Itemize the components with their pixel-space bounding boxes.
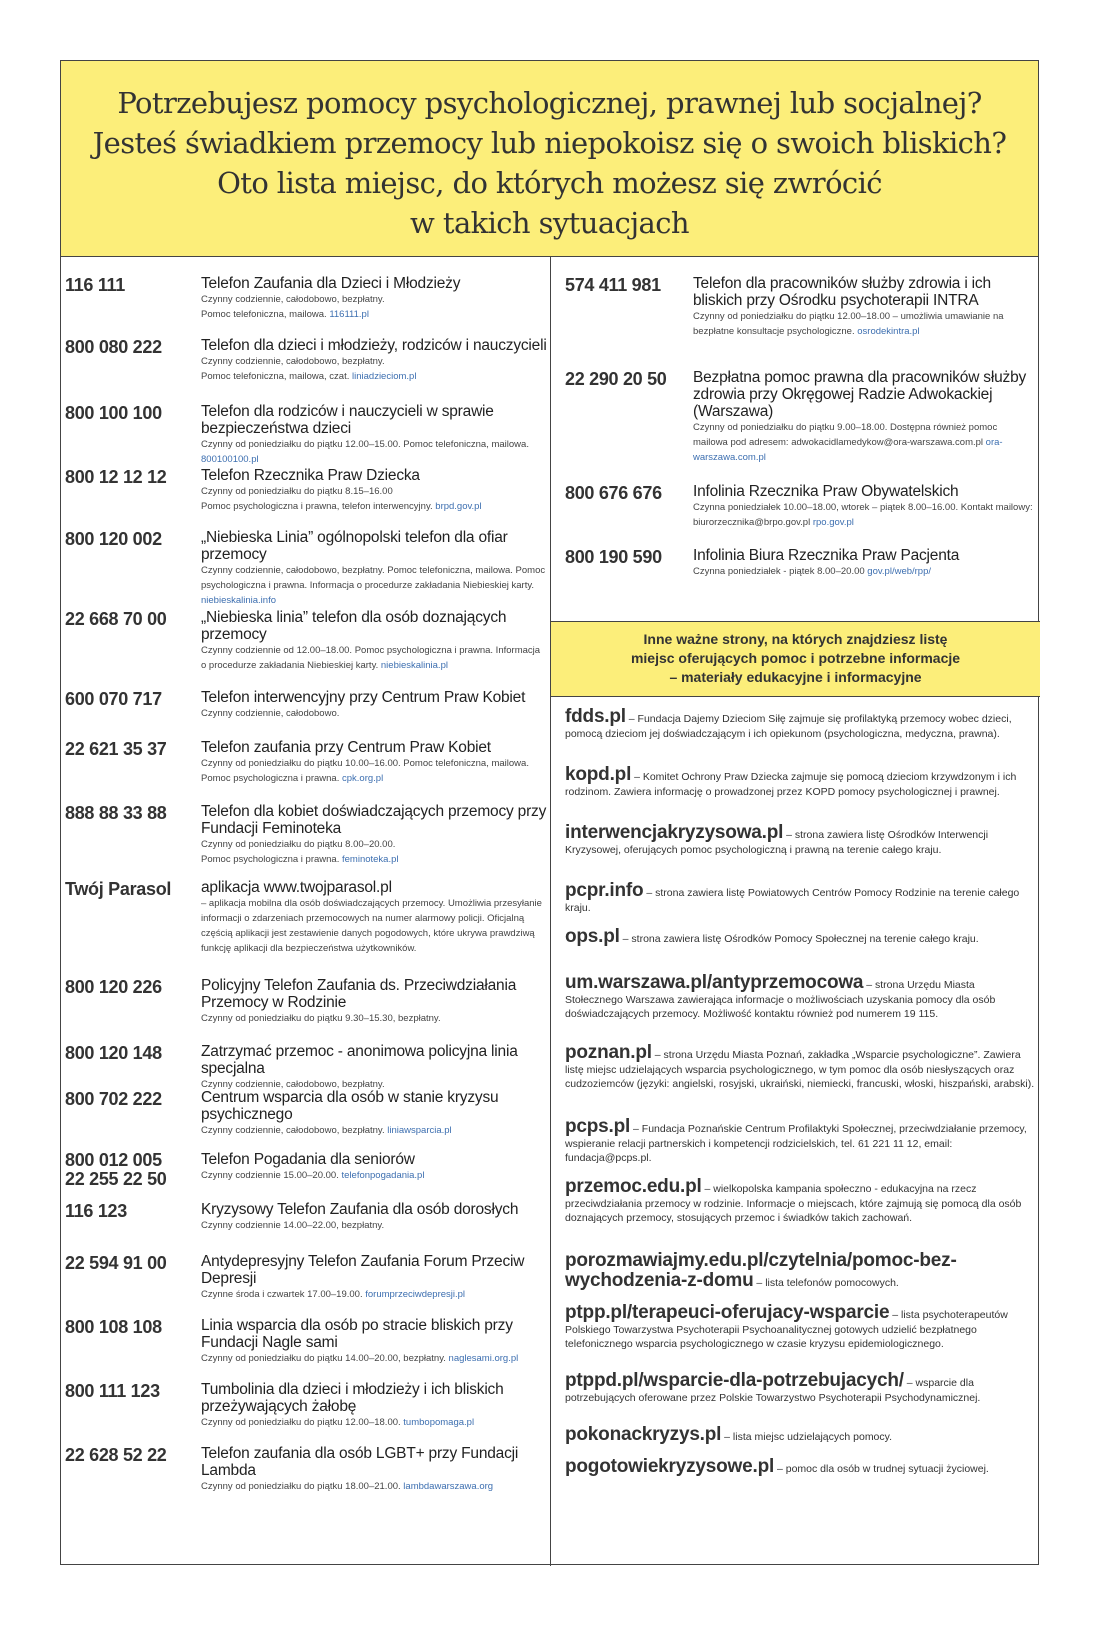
phone-number: 116 123 (65, 1201, 127, 1221)
phone-number: 800 080 222 (65, 337, 162, 357)
entry-details: Czynny od poniedziałku do piątku 8.15–16.00 (201, 486, 393, 497)
website-name[interactable]: przemoc.edu.pl (565, 1176, 702, 1197)
entry-link[interactable]: lambdawarszawa.org (403, 1481, 494, 1492)
entry-details: Czynny od poniedziałku do piątku 18.00–21.00. (201, 1481, 401, 1492)
right-column (551, 257, 1040, 1566)
website-entry (565, 1177, 1035, 1225)
website-entry (565, 1425, 1035, 1445)
header-banner (61, 61, 1038, 257)
entry-details: Czynny od poniedziałku do piątku 12.00–18.00 – umożliwia umawianie na bezpłatne konsultacje psychologiczne. (693, 311, 1004, 337)
entry-details: Czynny codziennie, całodobowo, bezpłatny. (201, 294, 385, 305)
entry-title: Bezpłatna pomoc prawna dla pracowników służby zdrowia przy Okręgowej Radzie Adwokackiej (Warszawa) (693, 369, 1027, 420)
left-column (61, 257, 551, 1566)
hotline-entry (65, 1201, 547, 1233)
hotline-entry (65, 1089, 547, 1138)
entry-details: Czynny codziennie 14.00–22.00, bezpłatny. (201, 1220, 385, 1231)
phone-number: 800 676 676 (565, 483, 662, 503)
entry-title: Telefon dla rodziców i nauczycieli w sprawie bezpieczeństwa dzieci (201, 403, 494, 437)
entry-link[interactable]: tumbopomaga.pl (403, 1417, 475, 1428)
hotline-entry (65, 403, 547, 467)
website-name[interactable]: interwencjakryzysowa.pl (565, 822, 784, 843)
website-description: – Fundacja Dajemy Dzieciom Siłę zajmuje się profilaktyką przemocy wobec dzieci, pomocą dzieciom jej doświadczającym i ich opiekunom (psychologiczna, medyczna, prawna). (565, 713, 1012, 740)
entry-details: Czynny codziennie, całodobowo, bezpłatny. (201, 1125, 385, 1136)
entry-details: Czynny od poniedziałku do piątku 9.00–18.00. Dostępna również pomoc mailowa pod adresem: adwokacidlamedykow@ora-warszawa.com.pl (693, 422, 998, 448)
entry-title: Centrum wsparcia dla osób w stanie kryzysu psychicznego (201, 1089, 499, 1123)
website-description: – wsparcie dla potrzebujących oferowane przez Polskie Towarzystwo Psychoterapii Psychodynamicznej. (565, 1377, 981, 1404)
entry-link[interactable]: liniawsparcia.pl (387, 1125, 452, 1136)
phone-number: 800 190 590 (565, 547, 662, 567)
entry-title: Telefon dla dzieci i młodzieży, rodziców i nauczycieli (201, 337, 547, 354)
entry-details: Czynny od poniedziałku do piątku 12.00–15.00. Pomoc telefoniczna, mailowa. (201, 439, 529, 450)
website-entry (565, 927, 1035, 947)
entry-title: Kryzysowy Telefon Zaufania dla osób dorosłych (201, 1201, 519, 1218)
hotline-entry (65, 1043, 547, 1092)
hotline-entry (65, 1381, 547, 1430)
entry-details: Czynny codziennie, całodobowo, bezpłatny. (201, 356, 385, 367)
website-name[interactable]: kopd.pl (565, 764, 632, 785)
entry-details: Czynny od poniedziałku do piątku 8.00–20.00. (201, 839, 396, 850)
page-frame (60, 60, 1039, 1565)
website-entry (565, 1303, 1035, 1351)
entry-title: „Niebieska Linia” ogólnopolski telefon dla ofiar przemocy (201, 529, 508, 563)
phone-number: 22 621 35 37 (65, 739, 167, 759)
phone-number: 22 668 70 00 (65, 609, 167, 629)
phone-number: 116 111 (65, 275, 125, 295)
hotline-entry (65, 977, 547, 1026)
website-entry (565, 1371, 1035, 1405)
website-description: – strona Urzędu Miasta Stołecznego Warszawa zawierająca informacje o możliwościach uzyskania pomocy dla osób doświadczających przemocy. Możliwość kontaktu również pod numerem 19 115. (565, 979, 996, 1020)
website-name[interactable]: ops.pl (565, 926, 620, 947)
hotline-entry (565, 369, 1033, 465)
entry-details: Czynny codziennie, całodobowo, bezpłatny. (201, 1079, 385, 1090)
website-description: – strona Urzędu Miasta Poznań, zakładka „Wsparcie psychologiczne”. Zawiera listę miejsc udzielających wsparcia psychologicznego, w tym pomoc dla osób niesłyszących oraz cudzoziemców (języki: angielski, rosyjski, ukraiński, niemiecki, francuski, włoski, hiszpański, arabski). (565, 1049, 1035, 1090)
hotline-entry (65, 1445, 547, 1494)
entry-details: Czynny od poniedziałku do piątku 9.30–15.30, bezpłatny. (201, 1013, 441, 1024)
website-description: – pomoc dla osób w trudnej sytuacji życiowej. (774, 1463, 989, 1475)
website-name[interactable]: poznan.pl (565, 1042, 652, 1063)
hotline-entry (65, 529, 547, 608)
website-name[interactable]: um.warszawa.pl/antyprzemocowa (565, 972, 864, 993)
entry-details: Czynna poniedziałek - piątek 8.00–20.00 (693, 566, 865, 577)
hotline-entry (565, 275, 1033, 339)
phone-number: 800 012 005 (65, 1150, 162, 1170)
entry-link[interactable]: osrodekintra.pl (857, 326, 920, 337)
entry-title: Zatrzymać przemoc - anonimowa policyjna linia specjalna (201, 1043, 518, 1077)
website-entry (565, 707, 1035, 741)
header-line-2: Jesteś świadkiem przemocy lub niepokoisz się o swoich bliskich? (92, 126, 1007, 160)
website-entry (565, 881, 1035, 915)
entry-details: Czynna poniedziałek 10.00–18.00, wtorek – piątek 8.00–16.00. Kontakt mailowy: biurorzecznika@brpo.gov.pl (693, 502, 1033, 528)
entry-link[interactable]: feminoteka.pl (342, 854, 399, 865)
phone-number-2: 22 255 22 50 (65, 1169, 167, 1189)
entry-title: Telefon Pogadania dla seniorów (201, 1151, 415, 1168)
phone-number: 888 88 33 88 (65, 803, 167, 823)
website-entry (565, 1457, 1035, 1477)
website-entry (565, 1043, 1035, 1091)
hotline-entry (65, 689, 547, 721)
website-description: – strona zawiera listę Ośrodków Interwencji Kryzysowej, oferujących pomoc psychologiczną i prawną na terenie całego kraju. (565, 829, 989, 856)
entry-title: Tumbolinia dla dzieci i młodzieży i ich bliskich przeżywających żałobę (201, 1381, 504, 1415)
entry-link[interactable]: telefonpogadania.pl (341, 1170, 425, 1181)
website-name[interactable]: fdds.pl (565, 706, 626, 727)
entry-link[interactable]: niebieskalinia.info (201, 595, 276, 606)
hotline-entry (65, 1150, 547, 1189)
website-description: – lista psychoterapeutów Polskiego Towarzystwa Psychoterapii Psychoanalitycznej gotowych udzielić bezpłatnego telefonicznego wsparcia psychologicznego w czasie kryzysu epidemiologicznego. (565, 1309, 1008, 1350)
phone-number: 800 100 100 (65, 403, 162, 423)
hotline-entry (65, 337, 547, 384)
phone-number: 800 120 148 (65, 1043, 162, 1063)
hotline-entry (65, 1253, 547, 1302)
entry-link[interactable]: ora-warszawa.com.pl (693, 437, 1003, 463)
website-name[interactable]: pcps.pl (565, 1116, 631, 1137)
hotline-entry (65, 275, 547, 322)
phone-number: 22 628 52 22 (65, 1445, 167, 1465)
entry-details: Czynny codziennie, całodobowo. (201, 708, 340, 719)
entry-title: „Niebieska linia” telefon dla osób doznających przemocy (201, 609, 507, 643)
entry-link[interactable]: niebieskalinia.pl (380, 660, 448, 671)
callout-line-2: miejsc oferujących pomoc i potrzebne informacje (630, 650, 961, 666)
hotline-entry (65, 467, 547, 514)
entry-details: Czynny codziennie, całodobowo, bezpłatny. Pomoc telefoniczna, mailowa. Pomoc psychologiczna i prawna. Informacja o procedurze zakładania Niebieskiej karty. (201, 565, 546, 591)
website-entry (565, 765, 1035, 799)
header-line-1: Potrzebujesz pomocy psychologicznej, prawnej lub socjalnej? (117, 86, 982, 120)
phone-number: 800 120 226 (65, 977, 162, 997)
phone-number: 800 111 123 (65, 1381, 160, 1401)
website-name[interactable]: pokonackryzys.pl (565, 1424, 722, 1445)
entry-title: Telefon zaufania przy Centrum Praw Kobiet (201, 739, 491, 756)
hotline-entry (565, 483, 1033, 530)
entry-link[interactable]: liniadzieciom.pl (352, 371, 417, 382)
entry-link[interactable]: cpk.org.pl (342, 773, 384, 784)
phone-number: 800 120 002 (65, 529, 162, 549)
website-entry (565, 1251, 1035, 1291)
website-entry (565, 1117, 1035, 1165)
entry-title: Telefon Zaufania dla Dzieci i Młodzieży (201, 275, 461, 292)
website-entry (565, 973, 1035, 1021)
entry-link[interactable]: forumprzeciwdepresji.pl (365, 1289, 466, 1300)
entry-title: Antydepresyjny Telefon Zaufania Forum Przeciw Depresji (201, 1253, 525, 1287)
phone-number: 600 070 717 (65, 689, 162, 709)
callout-line-1: Inne ważne strony, na których znajdziesz listę (643, 631, 948, 647)
entry-details: Czynny od poniedziałku do piątku 14.00–20.00, bezpłatny. (201, 1353, 446, 1364)
entry-details: Czynny od poniedziałku do piątku 12.00–18.00. (201, 1417, 401, 1428)
entry-title: Infolinia Biura Rzecznika Praw Pacjenta (693, 547, 960, 564)
entry-details: Czynne środa i czwartek 17.00–19.00. (201, 1289, 363, 1300)
hotline-entry (65, 609, 547, 673)
entry-details-2: Pomoc psychologiczna i prawna. (201, 854, 340, 865)
callout-line-3: – materiały edukacyjne i informacyjne (669, 669, 922, 685)
website-name[interactable]: pogotowiekryzysowe.pl (565, 1456, 775, 1477)
website-name[interactable]: porozmawiajmy.edu.pl/czytelnia/pomoc-bez-wychodzenia-z-domu (565, 1250, 957, 1291)
entry-title: Infolinia Rzecznika Praw Obywatelskich (693, 483, 959, 500)
entry-link[interactable]: brpd.gov.pl (435, 501, 482, 512)
header-line-3: Oto lista miejsc, do których możesz się zwrócić (217, 166, 882, 200)
entry-title: Telefon interwencyjny przy Centrum Praw Kobiet (201, 689, 526, 706)
hotline-entry (65, 803, 547, 867)
entry-details-2: Pomoc telefoniczna, mailowa. (201, 309, 327, 320)
info-callout (551, 621, 1040, 697)
entry-details: – aplikacja mobilna dla osób doświadczających przemocy. Umożliwia przesyłanie informacji o zdarzeniach przemocowych na numer alarmowy policji. Oficjalną częścią aplikacji jest zestawienie danych pogodowych, które ukrywa prawdziwą funkcję aplikacji dla bezpieczeństwa użytkowników. (201, 898, 542, 954)
entry-details: Czynny codziennie 15.00–20.00. (201, 1170, 339, 1181)
entry-details: Czynny od poniedziałku do piątku 10.00–16.00. Pomoc telefoniczna, mailowa. Pomoc psychologiczna i prawna. (201, 758, 529, 784)
website-description: – lista miejsc udzielających pomocy. (721, 1431, 893, 1443)
entry-link[interactable]: gov.pl/web/rpp/ (867, 566, 932, 577)
website-description: – lista telefonów pomocowych. (753, 1277, 899, 1289)
website-entry (565, 823, 1035, 857)
entry-title: Telefon dla pracowników służby zdrowia i ich bliskich przy Ośrodku psychoterapii INTRA (693, 275, 991, 309)
entry-title: aplikacja www.twojparasol.pl (201, 879, 392, 896)
app-name: Twój Parasol (65, 879, 172, 899)
phone-number: 22 290 20 50 (565, 369, 667, 389)
entry-title: Telefon dla kobiet doświadczających przemocy przy Fundacji Feminoteka (201, 803, 547, 837)
entry-details-2: Pomoc telefoniczna, mailowa, czat. (201, 371, 350, 382)
phone-number: 800 702 222 (65, 1089, 162, 1109)
entry-title: Telefon zaufania dla osób LGBT+ przy Fundacji Lambda (201, 1445, 519, 1479)
hotline-entry (65, 1317, 547, 1366)
entry-title: Policyjny Telefon Zaufania ds. Przeciwdziałania Przemocy w Rodzinie (201, 977, 517, 1011)
entry-link[interactable]: 800100100.pl (201, 454, 259, 465)
entry-link[interactable]: 116111.pl (329, 309, 369, 320)
website-description: – Fundacja Poznańskie Centrum Profilaktyki Społecznej, przeciwdziałanie przemocy, wspieranie relacji partnerskich i kompetencji rodzicielskich, tel. 61 221 11 12, email: fundacja@pcps.pl. (565, 1123, 1027, 1164)
website-name[interactable]: pcpr.info (565, 880, 644, 901)
header-line-4: w takich sytuacjach (410, 206, 689, 240)
entry-title: Telefon Rzecznika Praw Dziecka (201, 467, 420, 484)
website-description: – Komitet Ochrony Praw Dziecka zajmuje się pomocą dzieciom krzywdzonym i ich rodzinom. Zawiera informację o prowadzonej przez KOPD pomocy psychologicznej i prawnej. (565, 771, 1017, 798)
phone-number: 800 12 12 12 (65, 467, 167, 487)
entry-title: Linia wsparcia dla osób po stracie bliskich przy Fundacji Nagle sami (201, 1317, 513, 1351)
hotline-entry (65, 739, 547, 786)
website-name[interactable]: ptppd.pl/wsparcie-dla-potrzebujacych/ (565, 1370, 904, 1391)
hotline-entry (65, 879, 547, 956)
entry-details: Czynny codziennie od 12.00–18.00. Pomoc psychologiczna i prawna. Informacja o procedurze zakładania Niebieskiej karty. (201, 645, 541, 671)
phone-number: 800 108 108 (65, 1317, 162, 1337)
entry-link[interactable]: rpo.gov.pl (812, 517, 854, 528)
entry-details-2: Pomoc psychologiczna i prawna, telefon interwencyjny. (201, 501, 433, 512)
website-description: – wielkopolska kampania społeczno - edukacyjna na rzecz przeciwdziałania przemocy w rodzinie. Informacje o miejscach, które zajmują się pomocą dla osób doznających przemocy, stosujących przemoc i świadków takich zachowań. (565, 1183, 1022, 1224)
entry-link[interactable]: naglesami.org.pl (448, 1353, 519, 1364)
website-description: – strona zawiera listę Ośrodków Pomocy Społecznej na terenie całego kraju. (619, 933, 979, 945)
website-name[interactable]: ptpp.pl/terapeuci-oferujacy-wsparcie (565, 1302, 890, 1323)
phone-number: 22 594 91 00 (65, 1253, 167, 1273)
website-description: – strona zawiera listę Powiatowych Centrów Pomocy Rodzinie na terenie całego kraju. (565, 887, 1020, 914)
hotline-entry (565, 547, 1033, 579)
phone-number: 574 411 981 (565, 275, 661, 295)
